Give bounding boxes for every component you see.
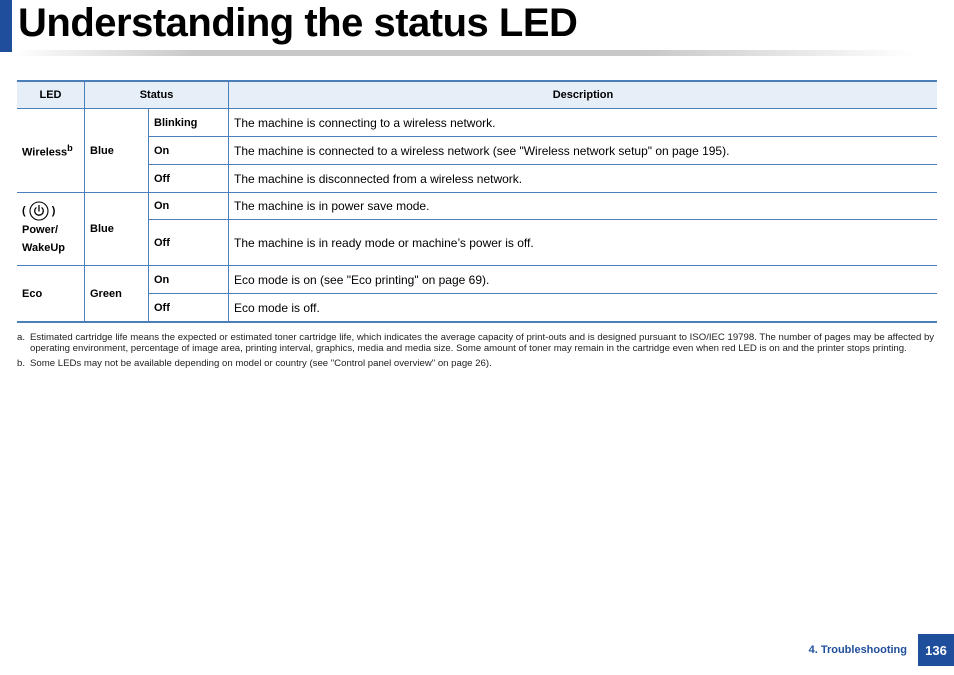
footer-section-link[interactable]: 4. Troubleshooting: [808, 644, 907, 656]
table-header-row: [17, 81, 937, 109]
footnote-marker: b.: [17, 358, 26, 369]
status-cell: On: [149, 137, 229, 165]
paren-open: (: [22, 204, 26, 217]
footnote-b: [17, 358, 937, 369]
title-underline: [14, 50, 914, 56]
table-row: [17, 266, 937, 294]
table-row: [17, 109, 937, 137]
led-power-color: Blue: [85, 193, 149, 266]
footnote-ref-b: b: [67, 142, 73, 153]
description-cell: The machine is disconnected from a wireless network.: [229, 165, 938, 193]
description-cell: Eco mode is on (see "Eco printing" on page 69).: [229, 266, 938, 294]
led-wireless: [17, 109, 85, 193]
title-accent-bar: [0, 0, 12, 52]
table-row: [17, 294, 937, 322]
paren-close: ): [51, 204, 56, 217]
led-eco-color: Green: [85, 266, 149, 322]
status-cell: Off: [149, 220, 229, 266]
table-row: [17, 193, 937, 220]
table-row: [17, 165, 937, 193]
led-power: [17, 193, 85, 266]
status-cell: Off: [149, 294, 229, 322]
status-led-table: [17, 80, 937, 322]
status-cell: On: [149, 193, 229, 220]
description-cell: Eco mode is off.: [229, 294, 938, 322]
status-cell: Off: [149, 165, 229, 193]
led-wireless-label: Wireless: [22, 146, 68, 159]
table-row: [17, 220, 937, 266]
footnotes: [17, 322, 937, 373]
power-icon: [29, 201, 49, 221]
footnote-text: Estimated cartridge life means the expected or estimated toner cartridge life, which indicates the average capacity of print-outs and is designed pursuant to ISO/IEC 19798. The number of pages may be affected by operating environment, percentage of image area, printing interval, graphics, media and media size. Some amount of toner may remain in the cartridge even when red LED is on and the printer stops printing.: [30, 332, 935, 354]
status-cell: Blinking: [149, 109, 229, 137]
footnote-marker: a.: [17, 332, 26, 343]
status-cell: On: [149, 266, 229, 294]
led-eco: Eco: [17, 266, 85, 322]
footnote-text: Some LEDs may not be available depending on model or country (see "Control panel overview" on page 26).: [30, 358, 492, 369]
description-cell: The machine is connected to a wireless network (see "Wireless network setup" on page 195).: [229, 137, 938, 165]
table-row: [17, 137, 937, 165]
power-icon-line: [22, 201, 79, 221]
page-number: 136: [918, 634, 954, 666]
description-cell: The machine is in power save mode.: [229, 193, 938, 220]
header-description: Description: [229, 81, 938, 109]
page-title: Understanding the status LED: [18, 1, 578, 45]
description-cell: The machine is in ready mode or machine’s power is off.: [229, 220, 938, 266]
led-power-label: Power/ WakeUp: [22, 224, 65, 254]
header-status: Status: [85, 81, 229, 109]
footnote-a: [17, 332, 937, 354]
description-cell: The machine is connecting to a wireless network.: [229, 109, 938, 137]
led-wireless-color: Blue: [85, 109, 149, 193]
header-led: LED: [17, 81, 85, 109]
